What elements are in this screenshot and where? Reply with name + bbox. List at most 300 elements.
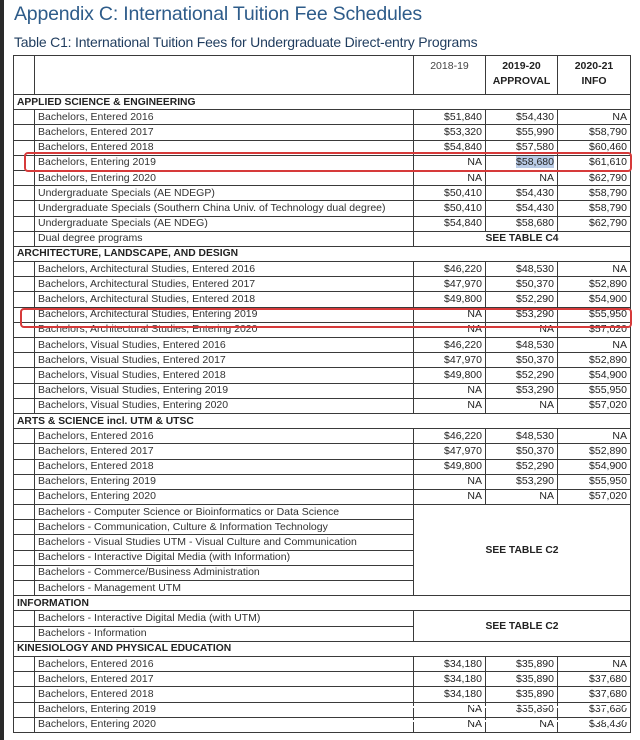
fee-value: $37,680 [589,672,627,685]
fee-y3 [558,444,631,459]
fee-y1 [414,368,486,383]
header-2020-21 [558,56,631,95]
indent-cell [14,307,35,322]
fee-y2 [486,687,558,702]
program-name: Bachelors, Entered 2016 [35,110,414,125]
fee-y3 [558,656,631,671]
fee-value: $57,020 [589,323,627,336]
fee-value: $55,950 [589,384,627,397]
fee-y2 [486,353,558,368]
table-row [14,383,631,398]
header-2019-20 [486,56,558,95]
fee-y2 [486,368,558,383]
fee-y3 [558,186,631,201]
fee-y3 [558,702,631,717]
fee-value: $50,410 [444,201,482,214]
fee-y3 [558,489,631,504]
fee-y2 [486,170,558,185]
fee-value: $47,970 [444,444,482,457]
fee-value: NA [467,156,482,169]
program-name: Bachelors, Architectural Studies, Entering 2020 [35,322,414,337]
fee-value: $52,890 [589,353,627,366]
fee-value: $52,290 [516,293,554,306]
table-row [14,307,631,322]
program-name: Bachelors - Computer Science or Bioinformatics or Data Science [35,505,414,520]
indent-cell [14,216,35,231]
table-row [14,186,631,201]
header-year1-label: 2018-19 [430,60,469,72]
indent-cell [14,398,35,413]
fee-y3 [558,687,631,702]
fee-y1 [414,110,486,125]
fee-value: $52,890 [589,444,627,457]
fee-value: $50,370 [516,353,554,366]
indent-cell [14,277,35,292]
program-name: Bachelors, Entered 2017 [35,672,414,687]
fee-y2 [486,429,558,444]
fee-y3 [558,398,631,413]
program-name: Bachelors - Commerce/Business Administration [35,565,414,580]
fee-y3 [558,368,631,383]
program-name: Bachelors, Visual Studies, Entered 2016 [35,338,414,353]
fee-value: $53,290 [516,384,554,397]
fee-value: $48,530 [516,338,554,351]
fee-value: $54,900 [589,460,627,473]
fee-y3 [558,201,631,216]
fee-value: $54,430 [516,201,554,214]
fee-value: $48,530 [516,262,554,275]
indent-cell [14,125,35,140]
fee-y3 [558,292,631,307]
indent-cell [14,140,35,155]
section-heading: KINESIOLOGY AND PHYSICAL EDUCATION [14,641,631,656]
fee-y1 [414,322,486,337]
header-indent-cell [14,56,35,95]
table-row [14,459,631,474]
header-2018-19 [414,56,486,95]
table-header-row [14,56,631,95]
indent-cell [14,322,35,337]
fee-y2 [486,307,558,322]
fee-y2 [486,474,558,489]
header-year2-label: 2019-20 [502,60,541,72]
fee-y3 [558,170,631,185]
program-name: Bachelors, Visual Studies, Entering 2019 [35,383,414,398]
indent-cell [14,110,35,125]
fee-y1 [414,353,486,368]
program-name: Bachelors, Entered 2018 [35,140,414,155]
fee-value: $51,840 [444,110,482,123]
indent-cell [14,535,35,550]
program-name: Undergraduate Specials (Southern China Univ. of Technology dual degree) [35,201,414,216]
table-row [14,656,631,671]
fee-value: $57,580 [516,141,554,154]
fee-y1 [414,125,486,140]
fee-y2 [486,201,558,216]
indent-cell [14,368,35,383]
see-table-note: SEE TABLE C4 [414,231,631,246]
fee-value: $62,790 [589,217,627,230]
fee-value: NA [467,490,482,503]
fee-y1 [414,216,486,231]
fee-y2 [486,338,558,353]
program-name: Dual degree programs [35,231,414,246]
fee-y2 [486,125,558,140]
fee-y3 [558,140,631,155]
program-name: Bachelors, Entering 2020 [35,489,414,504]
see-table-note: SEE TABLE C2 [414,505,631,596]
table-row [14,292,631,307]
fee-y2 [486,262,558,277]
fee-value: NA [467,171,482,184]
indent-cell [14,489,35,504]
fee-y1 [414,170,486,185]
indent-cell [14,687,35,702]
fee-value: $50,370 [516,277,554,290]
fee-value: $49,800 [444,460,482,473]
fee-value: $57,020 [589,490,627,503]
fee-y1 [414,459,486,474]
fee-y3 [558,672,631,687]
indent-cell [14,155,35,170]
fee-y2 [486,322,558,337]
fee-y3 [558,216,631,231]
fee-value: $52,290 [516,368,554,381]
fee-y2 [486,216,558,231]
indent-cell [14,383,35,398]
fee-value: NA [467,718,482,731]
table-row [14,429,631,444]
fee-y2 [486,383,558,398]
program-name: Bachelors, Architectural Studies, Entered 2017 [35,277,414,292]
fee-value: NA [467,323,482,336]
fee-value: $53,320 [444,125,482,138]
section-row-as [14,413,631,428]
program-name: Bachelors, Entering 2020 [35,170,414,185]
program-name: Undergraduate Specials (AE NDEG) [35,216,414,231]
table-row [14,140,631,155]
table-row [14,368,631,383]
fee-y1 [414,140,486,155]
fee-y1 [414,292,486,307]
fee-y1 [414,672,486,687]
fee-y3 [558,277,631,292]
fee-y1 [414,277,486,292]
fee-y3 [558,353,631,368]
header-year3-sub: INFO [581,75,607,87]
table-row [14,717,631,732]
fee-y1 [414,383,486,398]
table-row [14,277,631,292]
fee-y2 [486,717,558,732]
fee-value: NA [467,475,482,488]
fee-value: $37,680 [589,703,627,716]
fee-value: NA [539,171,554,184]
fee-y2 [486,702,558,717]
page-title: Appendix C: International Tuition Fee Schedules [14,3,422,25]
table-row [14,125,631,140]
fee-value: NA [539,718,554,731]
fee-y3 [558,110,631,125]
program-name: Bachelors, Visual Studies, Entering 2020 [35,398,414,413]
fee-value: NA [539,399,554,412]
program-name: Bachelors, Entering 2020 [35,717,414,732]
fee-value: NA [612,657,627,670]
section-row-ase [14,95,631,110]
program-name: Bachelors, Architectural Studies, Entered 2018 [35,292,414,307]
indent-cell [14,170,35,185]
indent-cell [14,201,35,216]
fee-value: $50,370 [516,444,554,457]
fee-value: $58,680 [516,156,554,169]
program-name: Bachelors - Interactive Digital Media (with Information) [35,550,414,565]
fee-value: $34,180 [444,672,482,685]
fee-value: $49,800 [444,293,482,306]
program-name: Bachelors - Management UTM [35,581,414,596]
table-row [14,702,631,717]
fee-y1 [414,338,486,353]
fee-y2 [486,155,558,170]
fee-y2 [486,292,558,307]
program-name: Undergraduate Specials (AE NDEGP) [35,186,414,201]
fee-value: NA [467,384,482,397]
fee-value: $46,220 [444,338,482,351]
fee-y3 [558,307,631,322]
fee-value: $60,460 [589,141,627,154]
program-name: Bachelors, Visual Studies, Entered 2018 [35,368,414,383]
section-heading: ARCHITECTURE, LANDSCAPE, AND DESIGN [14,246,631,261]
fee-value: $38,430 [589,718,627,731]
fee-value: $34,180 [444,687,482,700]
indent-cell [14,656,35,671]
fee-value: $46,220 [444,429,482,442]
program-name: Bachelors, Entered 2016 [35,656,414,671]
section-row-ald [14,246,631,261]
fee-y2 [486,277,558,292]
fee-y3 [558,322,631,337]
section-heading: ARTS & SCIENCE incl. UTM & UTSC [14,413,631,428]
fee-value: $35,890 [516,703,554,716]
indent-cell [14,520,35,535]
program-name: Bachelors - Information [35,626,414,641]
fee-value: $54,900 [589,368,627,381]
fee-y1 [414,687,486,702]
table-row [14,338,631,353]
fee-y1 [414,307,486,322]
indent-cell [14,581,35,596]
fee-y1 [414,429,486,444]
indent-cell [14,231,35,246]
fee-value: NA [612,262,627,275]
indent-cell [14,550,35,565]
fee-value: $37,680 [589,687,627,700]
fee-value: $61,610 [589,156,627,169]
fee-value: $58,790 [589,201,627,214]
indent-cell [14,292,35,307]
indent-cell [14,338,35,353]
fee-y3 [558,429,631,444]
fee-y1 [414,474,486,489]
table-row [14,505,631,520]
fee-value: NA [612,338,627,351]
fee-value: $47,970 [444,353,482,366]
program-name: Bachelors, Entering 2019 [35,702,414,717]
fee-value: $55,950 [589,475,627,488]
fee-y3 [558,474,631,489]
table-row [14,170,631,185]
fee-value: NA [539,490,554,503]
program-name: Bachelors, Entered 2017 [35,125,414,140]
fee-y1 [414,702,486,717]
program-name: Bachelors, Entered 2016 [35,429,414,444]
tuition-fee-table [13,55,631,733]
table-row [14,611,631,626]
fee-y2 [486,140,558,155]
fee-y1 [414,186,486,201]
header-year2-sub: APPROVAL [492,75,551,87]
fee-y3 [558,125,631,140]
fee-value: $52,290 [516,460,554,473]
table-row [14,444,631,459]
fee-value: $54,900 [589,293,627,306]
fee-value: $55,990 [516,125,554,138]
fee-value: $35,890 [516,672,554,685]
header-year3-label: 2020-21 [574,60,614,72]
program-name: Bachelors, Entered 2018 [35,459,414,474]
fee-y3 [558,383,631,398]
fee-y1 [414,201,486,216]
fee-value: $49,800 [444,368,482,381]
fee-value: $58,680 [516,217,554,230]
fee-y3 [558,338,631,353]
program-name: Bachelors - Visual Studies UTM - Visual Culture and Communication [35,535,414,550]
fee-value: $48,530 [516,429,554,442]
fee-value: $54,840 [444,141,482,154]
fee-value: NA [467,308,482,321]
fee-value: $55,950 [589,308,627,321]
table-row [14,489,631,504]
program-name: Bachelors - Communication, Culture & Information Technology [35,520,414,535]
section-row-info [14,596,631,611]
fee-y2 [486,489,558,504]
fee-y1 [414,262,486,277]
fee-value: $50,410 [444,186,482,199]
indent-cell [14,474,35,489]
table-row [14,672,631,687]
fee-y2 [486,672,558,687]
left-edge-border [0,0,4,740]
fee-value: $54,430 [516,110,554,123]
fee-y1 [414,398,486,413]
table-row [14,322,631,337]
indent-cell [14,186,35,201]
fee-y1 [414,656,486,671]
fee-value: $62,790 [589,171,627,184]
fee-y2 [486,110,558,125]
table-row [14,262,631,277]
fee-y3 [558,459,631,474]
indent-cell [14,459,35,474]
indent-cell [14,702,35,717]
fee-y1 [414,155,486,170]
fee-value: $53,290 [516,475,554,488]
table-row [14,231,631,246]
indent-cell [14,353,35,368]
table-row [14,398,631,413]
header-program-cell [35,56,414,95]
fee-y2 [486,186,558,201]
table-row [14,216,631,231]
indent-cell [14,262,35,277]
program-name: Bachelors - Interactive Digital Media (with UTM) [35,611,414,626]
indent-cell [14,717,35,732]
indent-cell [14,626,35,641]
indent-cell [14,565,35,580]
table-row [14,201,631,216]
indent-cell [14,505,35,520]
fee-value: $35,890 [516,687,554,700]
fee-value: $54,840 [444,217,482,230]
fee-y2 [486,398,558,413]
fee-value: NA [539,323,554,336]
program-name: Bachelors, Entered 2018 [35,687,414,702]
indent-cell [14,444,35,459]
fee-y3 [558,262,631,277]
fee-value: NA [467,399,482,412]
indent-cell [14,429,35,444]
fee-value: NA [612,110,627,123]
fee-y2 [486,459,558,474]
fee-value: $46,220 [444,262,482,275]
fee-value: $34,180 [444,657,482,670]
section-heading: APPLIED SCIENCE & ENGINEERING [14,95,631,110]
program-name: Bachelors, Entering 2019 [35,155,414,170]
fee-value: $54,430 [516,186,554,199]
fee-value: $52,890 [589,277,627,290]
fee-y3 [558,717,631,732]
fee-y2 [486,656,558,671]
program-name: Bachelors, Architectural Studies, Entering 2019 [35,307,414,322]
program-name: Bachelors, Entered 2017 [35,444,414,459]
section-row-kpe [14,641,631,656]
table-row [14,353,631,368]
fee-value: $47,970 [444,277,482,290]
fee-y1 [414,444,486,459]
program-name: Bachelors, Entering 2019 [35,474,414,489]
see-table-note: SEE TABLE C2 [414,611,631,641]
fee-value: $58,790 [589,186,627,199]
fee-y3 [558,155,631,170]
table-row [14,474,631,489]
program-name: Bachelors, Architectural Studies, Entered 2016 [35,262,414,277]
section-heading: INFORMATION [14,596,631,611]
table-title: Table C1: International Tuition Fees for Undergraduate Direct-entry Programs [14,34,478,50]
fee-value: $53,290 [516,308,554,321]
program-name: Bachelors, Visual Studies, Entered 2017 [35,353,414,368]
fee-y2 [486,444,558,459]
fee-value: NA [467,703,482,716]
fee-y1 [414,489,486,504]
indent-cell [14,611,35,626]
table-row [14,155,631,170]
fee-value: NA [612,429,627,442]
indent-cell [14,672,35,687]
fee-y1 [414,717,486,732]
fee-value: $57,020 [589,399,627,412]
table-row [14,110,631,125]
fee-value: $58,790 [589,125,627,138]
fee-value: $35,890 [516,657,554,670]
